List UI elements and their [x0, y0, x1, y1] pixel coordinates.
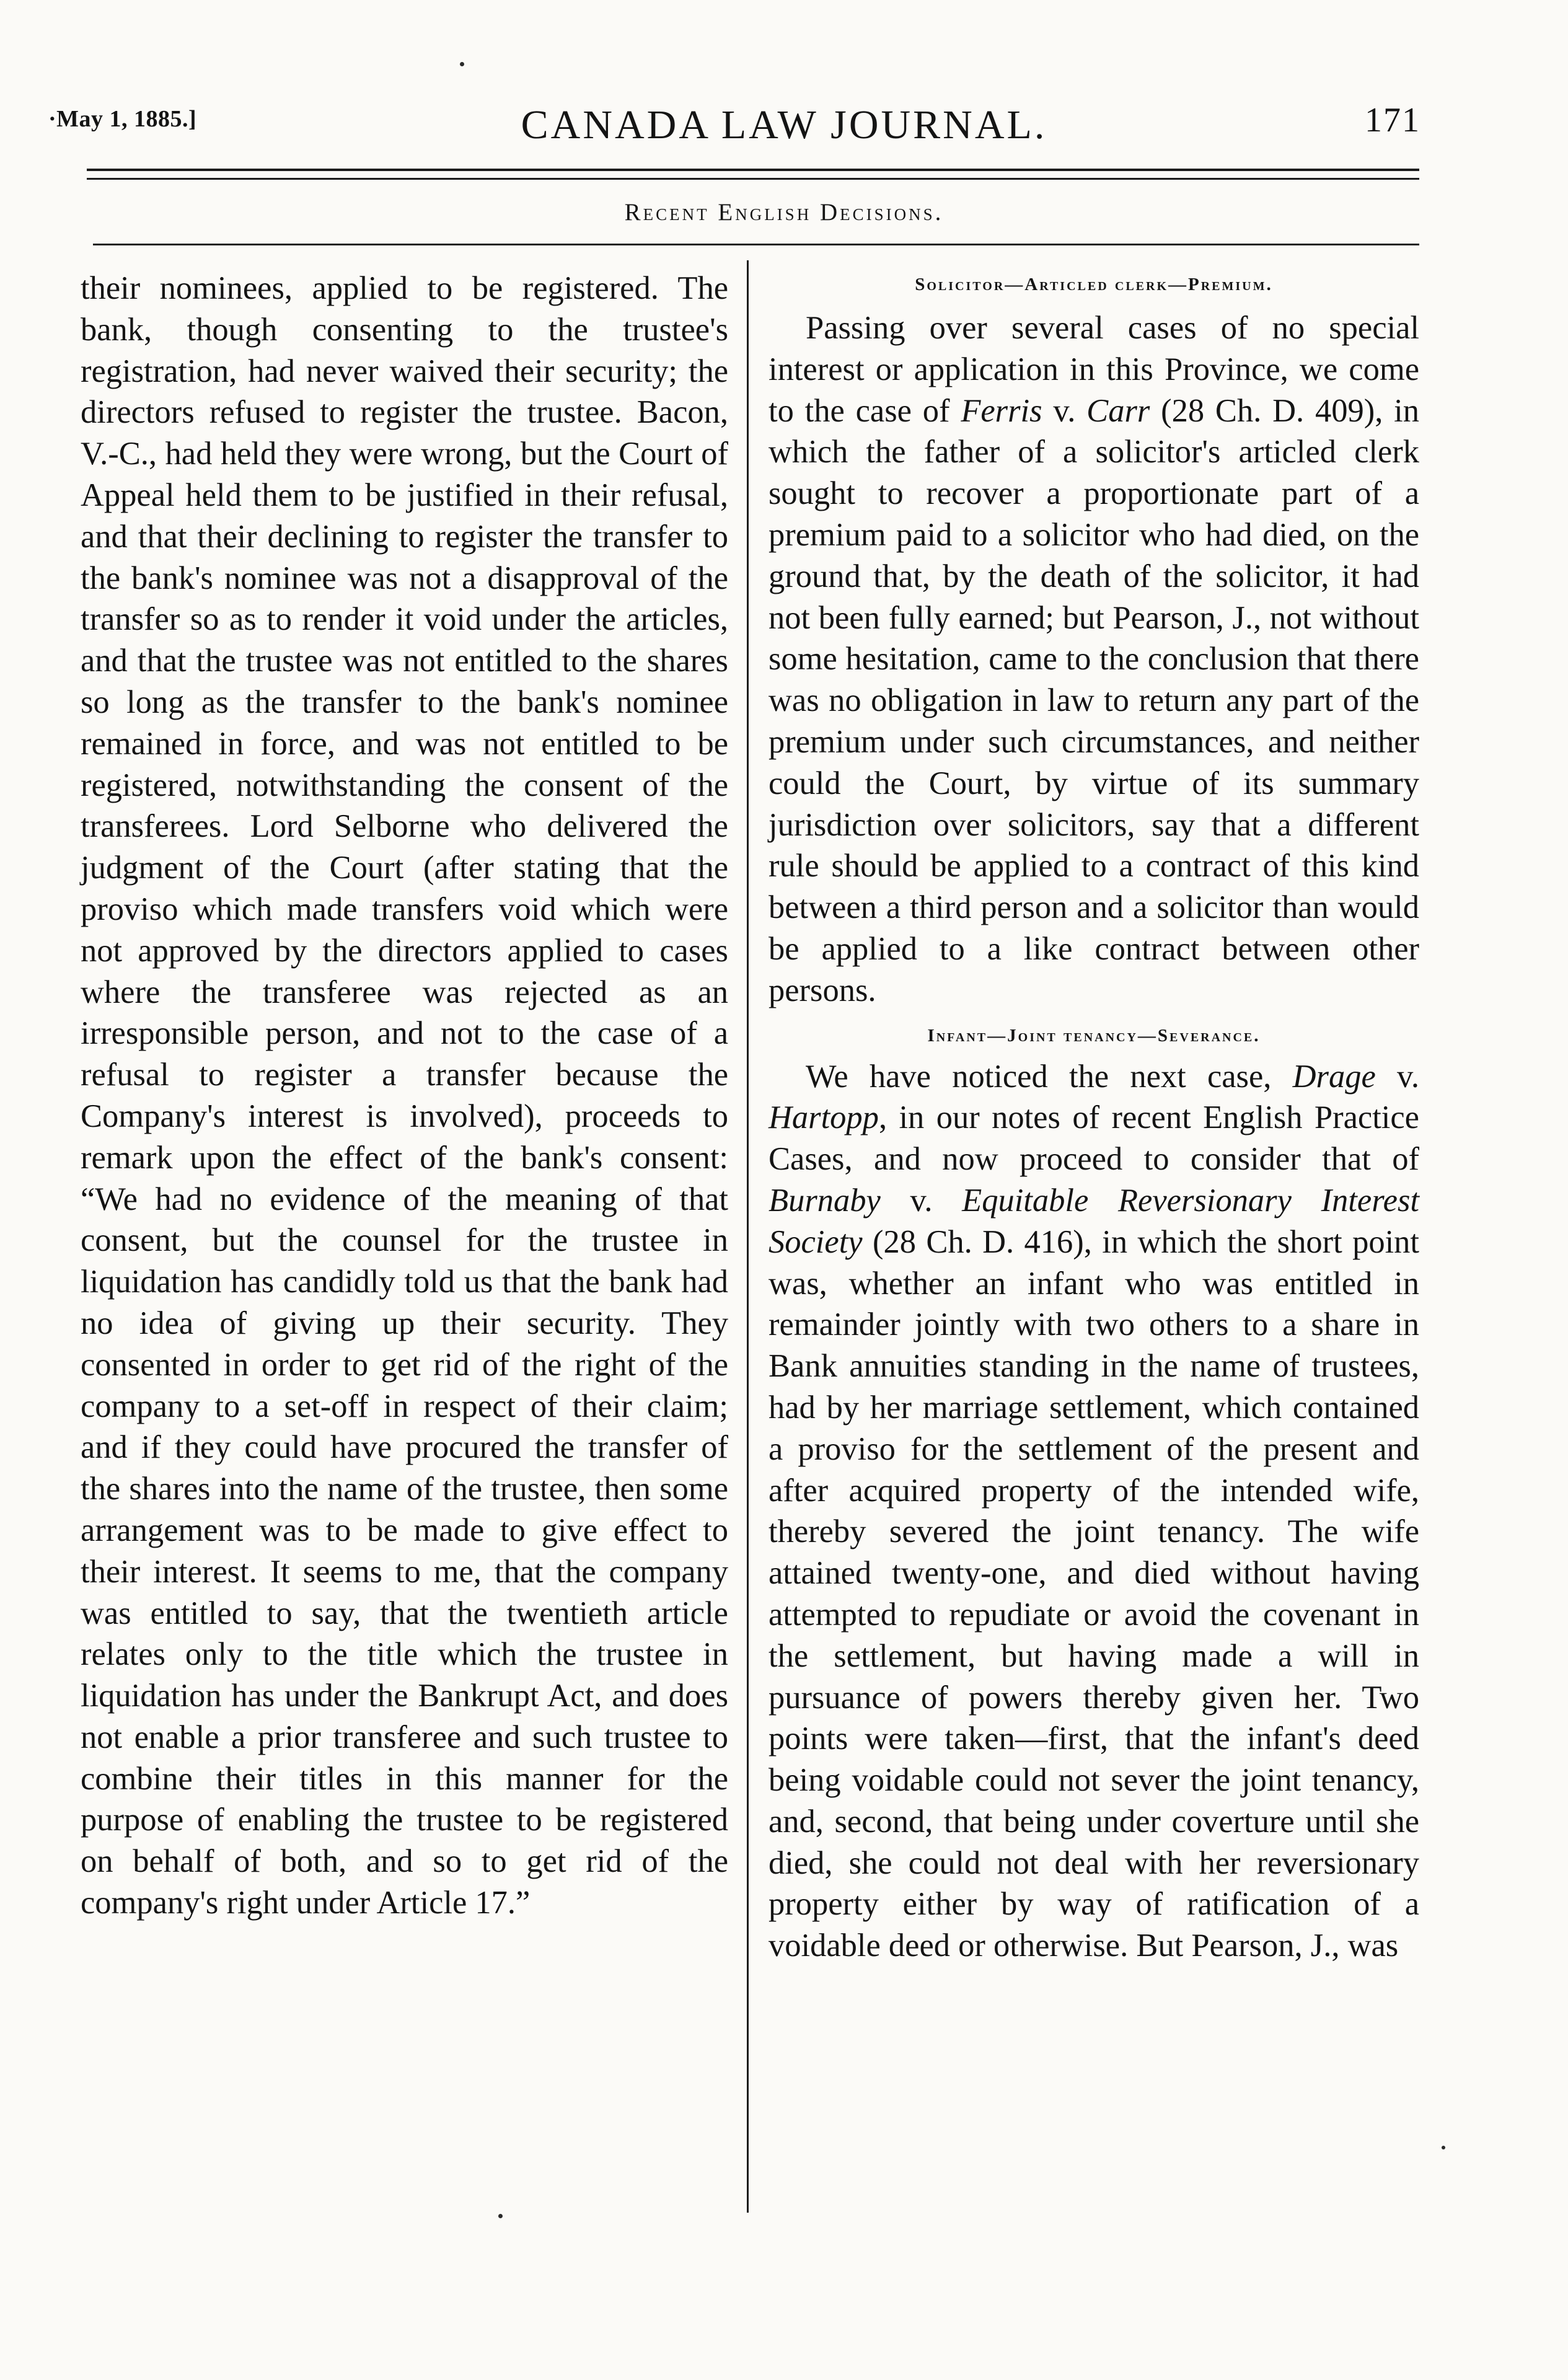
case-party: Burnaby — [769, 1182, 881, 1219]
subheading-infant: Infant—Joint tenancy—Severance. — [927, 1025, 1261, 1046]
case-party: Ferris — [961, 392, 1042, 429]
subheading-solicitor: Solicitor—Articled clerk—Premium. — [915, 275, 1273, 294]
case-party: Equitable Reversionary Interest Society — [769, 1182, 1419, 1260]
text-run: v. — [1375, 1058, 1419, 1095]
text-run: We have noticed the next case, — [806, 1058, 1293, 1095]
left-paragraph: their nominees, applied to be registered. The bank, though consenting to the trustee's registration, had never waived their security; the directors refused to register the trustee. Bacon, V.-C., had held they were wrong, but the Court of Appeal held them to be justified in their refusal, and that their declining to register the transfer to the bank's nominee was not a disapproval of the transfer so as to render it void under the articles, and that the trustee was not entitled to the shares so long as the transfer to the bank's nominee remained in force, and was not entitled to be registered, notwithstanding the consent of the transferees. Lord Selborne who delivered the judgment of the Court (after stating that the proviso which made transfers void which were not approved by the directors applied to cases where the transferee was rejected as an irresponsible person, and not to the case of a refusal to register a transfer because the Company's interest is involved), proceeds to remark upon the effect of the bank's consent: “We had no evidence of the meaning of that consent, but the counsel for the trustee in liquidation has candidly told us that the bank had no idea of giving up their security. They consented in order to get rid of the right of the company to a set-off in respect of their claim; and if they could have procured the transfer of the shares into the name of the trustee, then some arrangement was to be made to give effect to their interest. It seems to me, that the company was entitled to say, that the twentieth article relates only to the title which the trustee in liquidation has under the Bankrupt Act, and does not enable a prior transferee and such trustee to combine their titles in this manner for the purpose of enabling the trustee to be registered on behalf of both, and so to get rid of the company's right under Article 17.” — [81, 270, 728, 1921]
section-title: Recent English Decisions. — [624, 199, 944, 226]
paragraph-infant — [769, 1056, 1419, 1967]
text-run: Passing over several cases of no special interest or application in this Province, we come to the case of — [769, 310, 1419, 429]
print-speck — [498, 2214, 503, 2218]
issue-date: ·May 1, 1885.] — [48, 106, 197, 132]
case-party: Hartopp — [769, 1100, 879, 1136]
text-run: (28 Ch. D. 416), in which the short point was, whether an infant who was entitled in remainder jointly with two others to a share in Bank annuities standing in the name of trustees, had by her marriage settlement, which contained a proviso for the settlement of the present and after acquired property of the intended wife, thereby severed the joint tenancy. The wife attained twenty-one, and died without having attempted to repudiate or avoid the covenant in the settlement, but having made a will in pursuance of powers thereby given her. Two points were taken—first, that the infant's deed being voidable could not sever the joint tenancy, and, second, that being under coverture until she died, she could not deal with her reversionary property either by way of ratification of a voidable deed or otherwise. But Pearson, J., was — [769, 1223, 1419, 1964]
text-run: , in our notes of recent English Practice Cases, and now proceed to consider that of — [769, 1100, 1419, 1178]
right-column — [769, 268, 1419, 1967]
case-party: Drage — [1292, 1058, 1376, 1095]
spacer — [769, 301, 1419, 307]
text-run: v. — [880, 1182, 962, 1219]
header-rule-top — [87, 169, 1419, 171]
print-speck — [460, 62, 464, 66]
section-rule — [93, 244, 1419, 245]
text-run: (28 Ch. D. 409), in which the father of a solicitor's articled clerk sought to recover a proportionate part of a premium paid to a solicitor who had died, on the ground that, by the death of the solicitor, it had not been fully earned; but Pearson, J., not without some hesitation, came to the conclusion that there was no obligation in law to return any part of the premium under such circumstances, and neither could the Court, by virtue of its summary jurisdiction over solicitors, say that a different rule should be applied to a contract of this kind between a third person and a solicitor than would be applied to a like contract between other persons. — [769, 392, 1420, 1008]
paragraph-solicitor — [769, 307, 1419, 1011]
column-divider — [747, 260, 749, 2213]
journal-title: CANADA LAW JOURNAL. — [521, 102, 1047, 148]
text-run: v. — [1042, 392, 1087, 429]
header-rule-bottom — [87, 178, 1419, 180]
page-number: 171 — [1365, 101, 1420, 139]
print-speck — [1442, 2146, 1445, 2149]
left-column — [81, 268, 728, 1924]
case-party: Carr — [1086, 392, 1150, 429]
